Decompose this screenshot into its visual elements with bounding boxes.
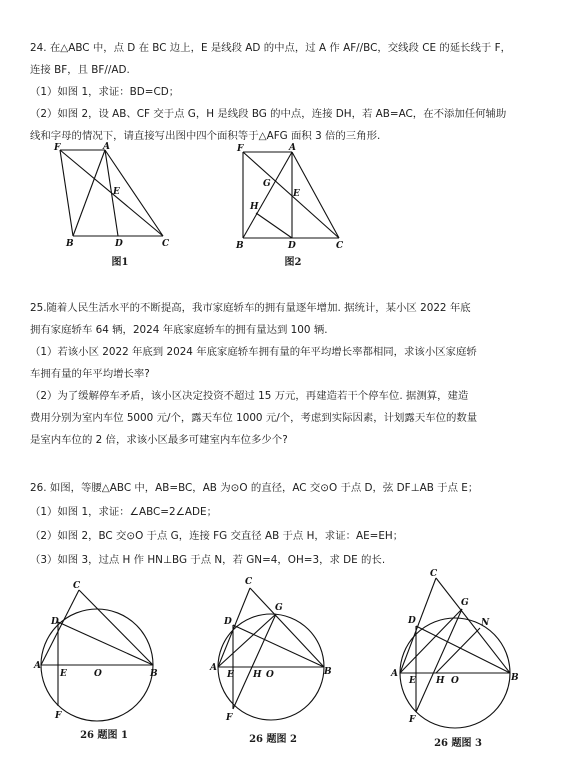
q24-fig2-label-e: E <box>293 189 300 199</box>
q24-fig1-label-c: C <box>162 239 170 249</box>
q26-fig3-label-a: A <box>391 669 398 679</box>
q25-line-1: 25.随着人民生活水平的不断提高，我市家庭轿车的拥有量逐年增加. 据统计，某小区 2022 年底 <box>30 302 471 314</box>
q26-fig1-label-o: O <box>94 669 102 679</box>
q26-fig2-label-e: E <box>227 670 234 680</box>
q24-fig2-caption: 图2 <box>284 257 302 268</box>
q24-fig1-label-a: A <box>103 142 110 152</box>
q24-fig2-label-a: A <box>289 143 296 153</box>
q26-fig3-label-c: C <box>430 569 438 579</box>
q26-line-1: 26. 如图，等腰△ABC 中，AB=BC，AB 为⊙O 的直径，AC 交⊙O 于点 D，弦 DF⊥AB 于点 E； <box>30 482 479 494</box>
q26-fig2-label-f: F <box>226 713 233 723</box>
q24-fig1-caption: 图1 <box>111 257 129 268</box>
q26-fig3-label-b: B <box>511 673 519 683</box>
q26-fig3-label-g: G <box>461 598 469 608</box>
q25-part-1-cont: 车拥有量的年平均增长率? <box>30 368 150 380</box>
q26-fig1-label-d: D <box>51 617 59 627</box>
q26-fig1-label-b: B <box>150 669 158 679</box>
q26-fig3-caption: 26 题图 3 <box>434 738 482 749</box>
q24-fig2-label-h: H <box>250 202 259 212</box>
q24-line-1: 24. 在△ABC 中，点 D 在 BC 边上，E 是线段 AD 的中点，过 A 作 AF//BC，交线段 CE 的延长线于 F， <box>30 42 511 54</box>
q26-fig3-label-f: F <box>409 715 416 725</box>
q26-fig2-label-g: G <box>275 603 283 613</box>
q24-part-1: （1）如图 1，求证：BD=CD； <box>30 86 180 98</box>
q24-fig2-label-f: F <box>237 144 244 154</box>
q24-fig2-label-g: G <box>263 179 271 189</box>
q24-fig2-label-c: C <box>336 241 344 251</box>
q26-fig1-label-c: C <box>73 581 81 591</box>
q25-part-2-cont-1: 费用分别为室内车位 5000 元/个，露天车位 1000 元/个，考虑到实际因素，计划露天车位的数量 <box>30 412 478 424</box>
q25-part-2: （2）为了缓解停车矛盾，该小区决定投资不超过 15 万元，再建造若干个停车位. 据测算，建造 <box>30 390 469 402</box>
q24-part-2-cont: 线和字母的情况下，请直接写出图中四个面积等于△AFG 面积 3 倍的三角形. <box>30 130 381 142</box>
q26-part-3: （3）如图 3，过点 H 作 HN⊥BG 于点 N，若 GN=4，OH=3，求 DE 的长. <box>30 554 386 566</box>
q26-fig1-label-a: A <box>34 661 41 671</box>
q26-fig3-label-e: E <box>409 676 416 686</box>
q26-fig2-caption: 26 题图 2 <box>249 734 297 745</box>
q26-fig1-label-e: E <box>60 669 67 679</box>
q24-part-2: （2）如图 2，设 AB、CF 交于点 G，H 是线段 BG 的中点，连接 DH，若 AB=AC，在不添加任何辅助 <box>30 108 507 120</box>
q26-part-2: （2）如图 2，BC 交⊙O 于点 G，连接 FG 交直径 AB 于点 H，求证：AE=EH； <box>30 530 404 542</box>
q25-line-2: 拥有家庭轿车 64 辆，2024 年底家庭轿车的拥有量达到 100 辆. <box>30 324 328 336</box>
q26-fig3-label-h: H <box>436 676 445 686</box>
q24-fig1-label-d: D <box>115 239 123 249</box>
q26-fig1-label-f: F <box>55 711 62 721</box>
q26-fig3-label-n: N <box>481 618 490 628</box>
q26-fig1-caption: 26 题图 1 <box>80 730 128 741</box>
q24-line-2: 连接 BF，且 BF//AD. <box>30 64 130 76</box>
q25-part-1: （1）若该小区 2022 年底到 2024 年底家庭轿车拥有量的年平均增长率都相同，求该小区家庭轿 <box>30 346 477 358</box>
q26-fig2-label-o: O <box>266 670 274 680</box>
q26-fig2-label-h: H <box>253 670 262 680</box>
q24-fig2-label-b: B <box>236 241 244 251</box>
q26-fig3-label-o: O <box>451 676 459 686</box>
q24-fig1-label-e: E <box>113 187 120 197</box>
q26-fig2-label-d: D <box>224 617 232 627</box>
q26-part-1: （1）如图 1，求证：∠ABC=2∠ADE； <box>30 506 217 518</box>
q24-fig1-label-f: F <box>54 143 61 153</box>
q24-fig2-label-d: D <box>288 241 296 251</box>
q25-part-2-cont-2: 是室内车位的 2 倍，求该小区最多可建室内车位多少个? <box>30 434 288 446</box>
q26-fig2-label-c: C <box>245 577 253 587</box>
q26-fig2-label-b: B <box>324 667 332 677</box>
q26-fig2-label-a: A <box>210 663 217 673</box>
q26-fig3-label-d: D <box>408 616 416 626</box>
q24-fig1-label-b: B <box>66 239 74 249</box>
